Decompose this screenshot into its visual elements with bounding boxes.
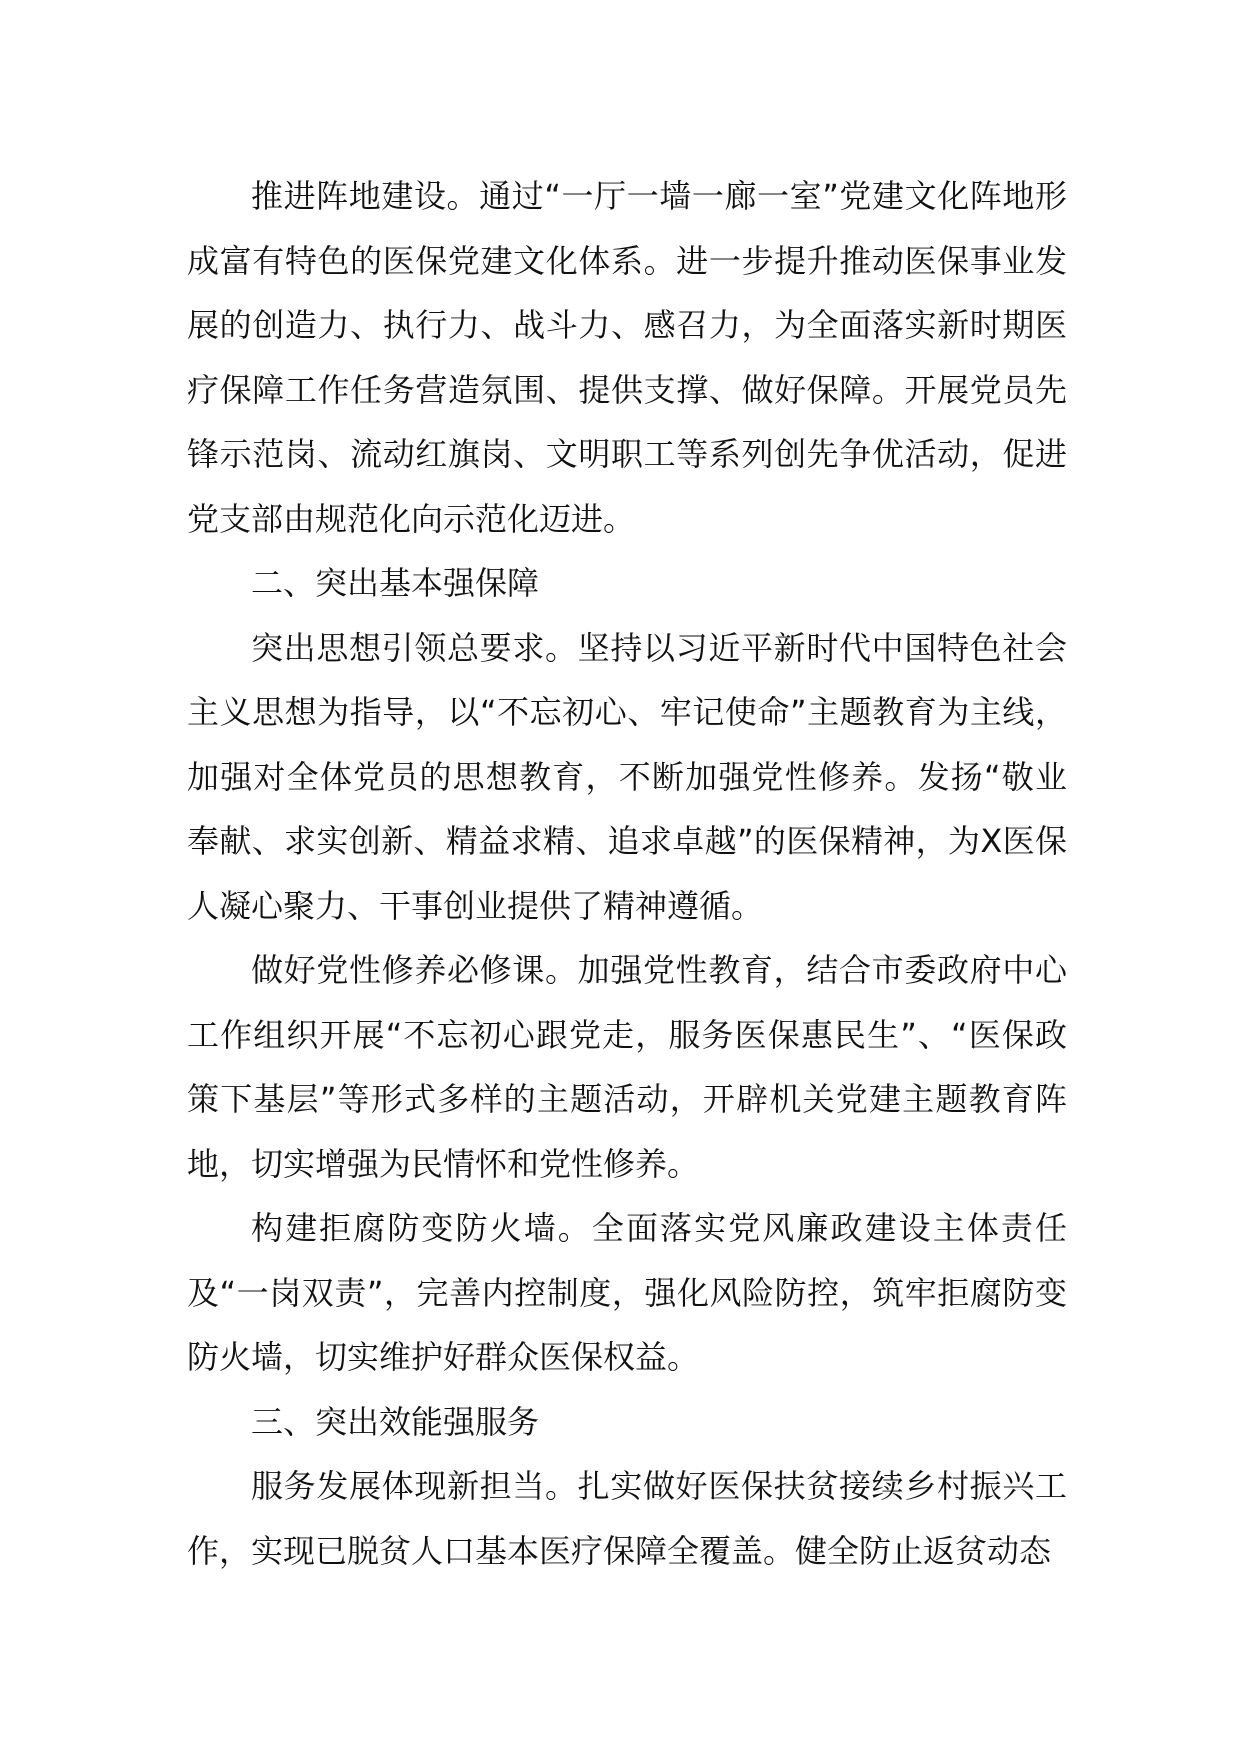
paragraph-party-spirit: 做好党性修养必修课。加强党性教育，结合市委政府中心工作组织开展“不忘初心跟党走，服务医保惠民生”、“医保政策下基层”等形式多样的主题活动，开辟机关党建主题教育阵地，切实增强为民情怀和党性修养。: [187, 951, 1067, 1183]
section-heading-2: 二、突出基本强保障: [251, 564, 540, 602]
document-body: [187, 164, 1067, 1583]
section-heading-3: 三、突出效能强服务: [251, 1402, 540, 1441]
paragraph-anti-corruption: 构建拒腐防变防火墙。全面落实党风廉政建设主体责任及“一岗双责”，完善内控制度，强化风险防控，筑牢拒腐防变防火墙，切实维护好群众医保权益。: [187, 1209, 1067, 1376]
paragraph-ideological-guidance: 突出思想引领总要求。坚持以习近平新时代中国特色社会主义思想为指导，以“不忘初心、牢记使命”主题教育为主线，加强对全体党员的思想教育，不断加强党性修养。发扬“敬业奉献、求实创新、精益求精、追求卓越”的医保精神，为X医保人凝心聚力、干事创业提供了精神遵循。: [187, 628, 1067, 925]
paragraph-service-development: 服务发展体现新担当。扎实做好医保扶贫接续乡村振兴工作，实现已脱贫人口基本医疗保障全覆盖。健全防止返贫动态: [187, 1467, 1067, 1570]
paragraph-position-building: 推进阵地建设。通过“一厅一墙一廊一室”党建文化阵地形成富有特色的医保党建文化体系。进一步提升推动医保事业发展的创造力、执行力、战斗力、感召力，为全面落实新时期医疗保障工作任务营造氛围、提供支撑、做好保障。开展党员先锋示范岗、流动红旗岗、文明职工等系列创先争优活动，促进党支部由规范化向示范化迈进。: [187, 177, 1067, 538]
